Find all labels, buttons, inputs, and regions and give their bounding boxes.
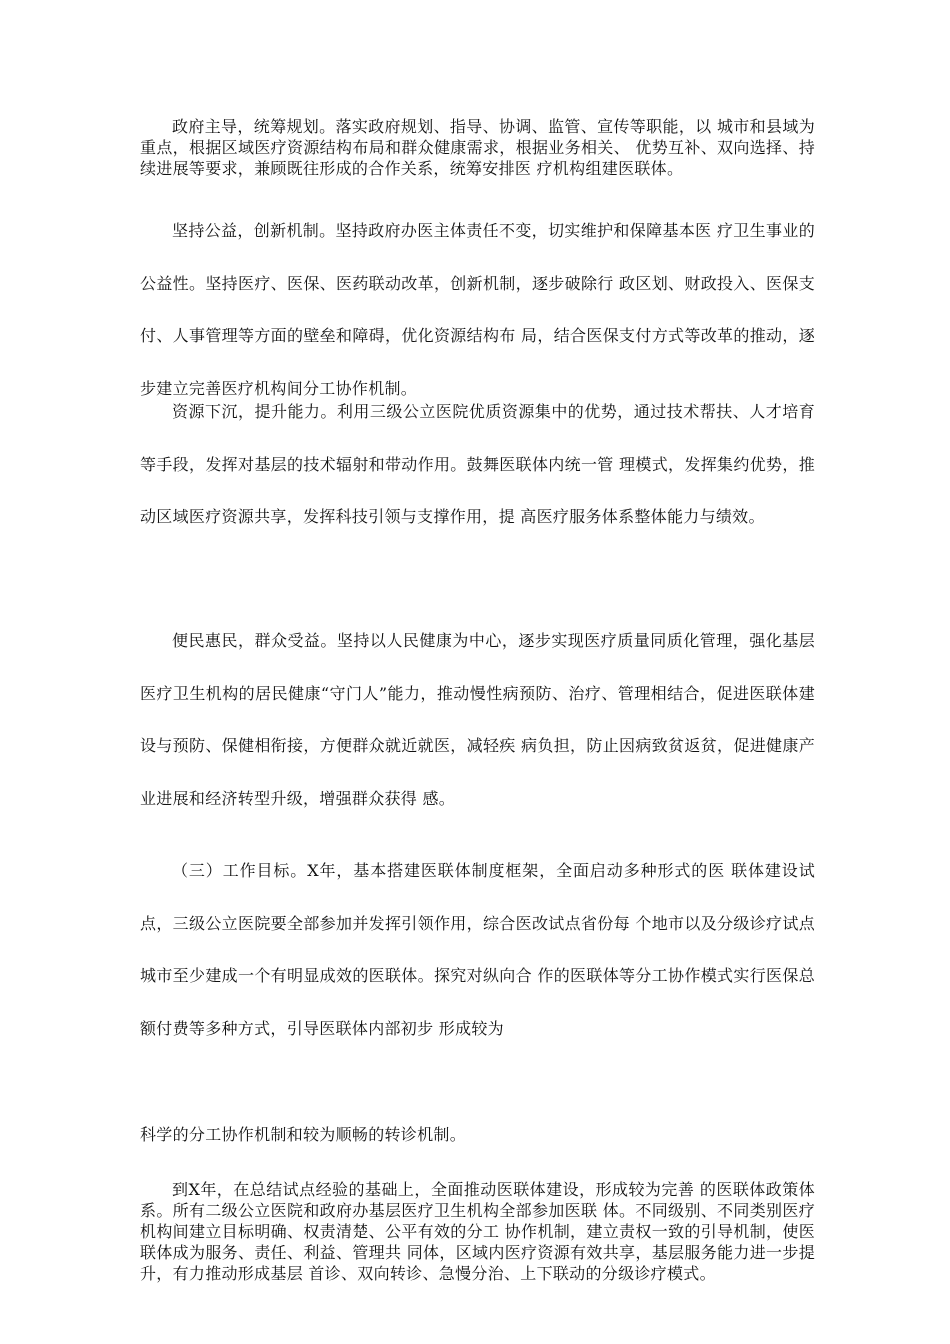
paragraph-future-goals: 到X年，在总结试点经验的基础上，全面推动医联体建设，形成较为完善 的医联体政策体系。所有二级公立医院和政府办基层医疗卫生机构全部参加医联 体。不同级别、不同类别医疗机构间建立目标明确、权责清楚、公平有效的分工 协作机制，建立责权一致的引导机制，使医联体成为服务、责任、利益、管理共 同体，区域内医疗资源有效共享，基层服务能力进一步提升，有力推动形成基层 首诊、双向转诊、急慢分治、上下联动的分级诊疗模式。 (140, 1180, 815, 1283)
paragraph-resource-sinking: 资源下沉，提升能力。利用三级公立医院优质资源集中的优势，通过技术帮扶、人才培育等手段，发挥对基层的技术辐射和带动作用。鼓舞医联体内统一管 理模式，发挥集约优势，推动区域医疗资源共享，发挥科技引领与支撑作用，提 高医疗服务体系整体能力与绩效。 (140, 402, 815, 526)
paragraph-work-goals-continued: 科学的分工协作机制和较为顺畅的转诊机制。 (140, 1125, 467, 1144)
paragraph-work-goals: （三）工作目标。X年，基本搭建医联体制度框架，全面启动多种形式的医 联体建设试点，三级公立医院要全部参加并发挥引领作用，综合医改试点省份每 个地市以及分级诊疗试点城市至少建成一个有明显成效的医联体。探究对纵向合 作的医联体等分工协作模式实行医保总额付费等多种方式，引导医联体内部初步 形成较为 (140, 861, 815, 1038)
paragraph-public-benefit: 便民惠民，群众受益。坚持以人民健康为中心，逐步实现医疗质量同质化管理，强化基层医疗卫生机构的居民健康“守门人”能力，推动慢性病预防、治疗、管理相结合，促进医联体建设与预防、保健相衔接，方便群众就近就医，减轻疾 病负担，防止因病致贫返贫，促进健康产业进展和经济转型升级，增强群众获得 感。 (140, 631, 815, 808)
paragraph-public-welfare: 坚持公益，创新机制。坚持政府办医主体责任不变，切实维护和保障基本医 疗卫生事业的公益性。坚持医疗、医保、医药联动改革，创新机制，逐步破除行 政区划、财政投入、医保支付、人事管理等方面的壁垒和障碍，优化资源结构布 局，结合医保支付方式等改革的推动，逐步建立完善医疗机构间分工协作机制。 (140, 221, 815, 398)
paragraph-government-leadership: 政府主导，统筹规划。落实政府规划、指导、协调、监管、宣传等职能，以 城市和县域为重点，根据区域医疗资源结构布局和群众健康需求，根据业务相关、 优势互补、双向选择、持续进展等要求，兼顾既往形成的合作关系，统筹安排医 疗机构组建医联体。 (140, 117, 815, 178)
